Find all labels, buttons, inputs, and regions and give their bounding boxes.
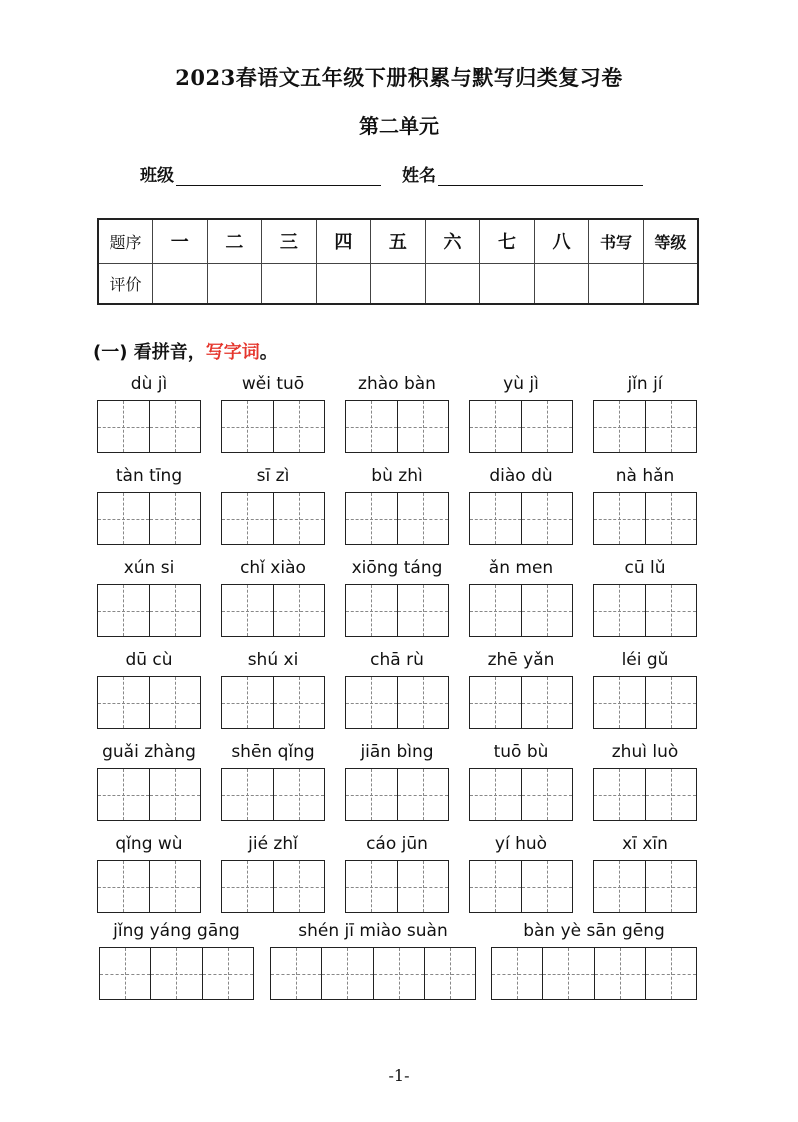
score-header-cell: 七 <box>480 219 535 263</box>
character-write-cell[interactable] <box>222 493 274 544</box>
character-write-cell[interactable] <box>151 948 202 999</box>
character-box-group <box>97 584 201 637</box>
character-write-cell[interactable] <box>543 948 594 999</box>
name-label: 姓名 <box>402 166 436 186</box>
character-write-cell[interactable] <box>398 493 449 544</box>
character-write-cell[interactable] <box>646 585 697 636</box>
character-write-cell[interactable] <box>522 769 573 820</box>
character-box-group <box>221 768 325 821</box>
character-write-cell[interactable] <box>274 769 325 820</box>
pinyin-label: yí huò <box>494 834 548 854</box>
pinyin-label: xī xīn <box>622 834 668 854</box>
score-header-cell: 八 <box>534 219 589 263</box>
character-write-cell[interactable] <box>274 677 325 728</box>
class-blank-line[interactable] <box>176 165 381 186</box>
character-write-cell[interactable] <box>150 585 201 636</box>
character-write-cell[interactable] <box>271 948 322 999</box>
character-write-cell[interactable] <box>150 401 201 452</box>
character-write-cell[interactable] <box>522 401 573 452</box>
score-table <box>97 218 699 305</box>
pinyin-label: tuō bù <box>493 742 549 762</box>
character-write-cell[interactable] <box>346 585 398 636</box>
pinyin-label: yù jì <box>503 374 539 394</box>
pinyin-label: ǎn men <box>488 558 554 578</box>
score-header-cell: 题序 <box>98 219 153 263</box>
character-write-cell[interactable] <box>646 769 697 820</box>
character-box-group <box>345 584 449 637</box>
character-write-cell[interactable] <box>100 948 151 999</box>
pinyin-label: zhào bàn <box>358 374 436 394</box>
character-box-group <box>469 676 573 729</box>
character-box-group <box>97 860 201 913</box>
character-box-group <box>99 947 254 1000</box>
pinyin-label: nà hǎn <box>615 466 675 486</box>
character-write-cell[interactable] <box>346 401 398 452</box>
character-box-group <box>221 676 325 729</box>
character-write-cell[interactable] <box>222 861 274 912</box>
character-box-group <box>469 768 573 821</box>
pinyin-label: wěi tuō <box>241 374 305 394</box>
pinyin-label: shú xi <box>247 650 299 670</box>
character-write-cell[interactable] <box>98 861 150 912</box>
character-write-cell[interactable] <box>374 948 425 999</box>
pinyin-label: shén jī miào suàn <box>298 921 448 941</box>
score-header-cell: 一 <box>153 219 208 263</box>
section-suffix: 。 <box>259 342 278 363</box>
character-write-cell[interactable] <box>150 769 201 820</box>
pinyin-label: cū lǔ <box>624 558 666 578</box>
section-highlight: 写字词 <box>205 342 260 363</box>
character-box-group <box>345 400 449 453</box>
character-write-cell[interactable] <box>398 861 449 912</box>
character-write-cell[interactable] <box>398 677 449 728</box>
character-write-cell[interactable] <box>98 585 150 636</box>
character-write-cell[interactable] <box>470 769 522 820</box>
character-write-cell[interactable] <box>594 401 646 452</box>
page-number: -1- <box>388 1066 410 1085</box>
character-write-cell[interactable] <box>594 677 646 728</box>
pinyin-label: chǐ xiào <box>240 558 306 578</box>
character-box-group <box>345 860 449 913</box>
character-box-group <box>469 492 573 545</box>
score-header-cell: 四 <box>316 219 371 263</box>
pinyin-label: jié zhǐ <box>248 834 298 854</box>
score-header-row <box>98 219 698 263</box>
character-write-cell[interactable] <box>346 493 398 544</box>
character-write-cell[interactable] <box>98 401 150 452</box>
character-box-group <box>221 492 325 545</box>
character-box-group <box>469 584 573 637</box>
page-title: 2023春语文五年级下册积累与默写归类复习卷 <box>175 65 623 90</box>
character-box-group <box>593 768 697 821</box>
character-box-group <box>469 860 573 913</box>
pinyin-label: dù jì <box>130 374 168 394</box>
character-box-group <box>345 676 449 729</box>
character-write-cell[interactable] <box>98 677 150 728</box>
pinyin-label: xún si <box>123 558 175 578</box>
character-write-cell[interactable] <box>646 401 697 452</box>
character-write-cell[interactable] <box>274 861 325 912</box>
pinyin-label: cáo jūn <box>366 834 428 854</box>
pinyin-label: qǐng wù <box>115 834 183 854</box>
character-box-group <box>97 492 201 545</box>
pinyin-label: jiān bìng <box>360 742 434 762</box>
character-write-cell[interactable] <box>98 493 150 544</box>
character-write-cell[interactable] <box>222 585 274 636</box>
character-box-group <box>491 947 697 1000</box>
character-write-cell[interactable] <box>222 769 274 820</box>
character-write-cell[interactable] <box>203 948 253 999</box>
character-box-group <box>593 492 697 545</box>
character-write-cell[interactable] <box>398 401 449 452</box>
character-box-group <box>97 676 201 729</box>
score-header-cell: 五 <box>371 219 426 263</box>
class-label: 班级 <box>140 166 174 186</box>
character-box-group <box>270 947 476 1000</box>
score-header-cell: 二 <box>207 219 262 263</box>
character-write-cell[interactable] <box>222 677 274 728</box>
pinyin-label: diào dù <box>489 466 553 486</box>
character-write-cell[interactable] <box>150 861 201 912</box>
class-field <box>140 160 381 186</box>
pinyin-label: zhuì luò <box>611 742 679 762</box>
character-box-group <box>221 400 325 453</box>
character-write-cell[interactable] <box>470 493 522 544</box>
character-write-cell[interactable] <box>522 585 573 636</box>
character-box-group <box>469 400 573 453</box>
pinyin-label: chā rù <box>370 650 424 670</box>
character-write-cell[interactable] <box>322 948 373 999</box>
score-eval-cell[interactable] <box>371 263 426 304</box>
character-box-group <box>97 400 201 453</box>
character-write-cell[interactable] <box>646 677 697 728</box>
score-header-cell: 等级 <box>643 219 698 263</box>
score-eval-cell[interactable] <box>425 263 480 304</box>
character-write-cell[interactable] <box>594 493 646 544</box>
character-write-cell[interactable] <box>470 677 522 728</box>
pinyin-label: jǐn jí <box>627 374 663 394</box>
score-eval-label: 评价 <box>98 263 153 304</box>
pinyin-label: dū cù <box>125 650 173 670</box>
character-write-cell[interactable] <box>594 861 646 912</box>
pinyin-label: tàn tīng <box>115 466 183 486</box>
character-write-cell[interactable] <box>594 769 646 820</box>
score-eval-row <box>98 263 698 304</box>
character-box-group <box>221 584 325 637</box>
character-write-cell[interactable] <box>522 493 573 544</box>
pinyin-label: zhē yǎn <box>487 650 555 670</box>
score-header-cell: 六 <box>425 219 480 263</box>
pinyin-label: sī zì <box>256 466 290 486</box>
character-write-cell[interactable] <box>150 493 201 544</box>
unit-subtitle: 第二单元 <box>359 114 439 138</box>
score-eval-cell[interactable] <box>480 263 535 304</box>
section-heading <box>93 338 278 364</box>
character-write-cell[interactable] <box>594 585 646 636</box>
character-box-group <box>97 768 201 821</box>
character-box-group <box>221 860 325 913</box>
character-write-cell[interactable] <box>150 677 201 728</box>
section-prefix: (一) 看拼音， <box>93 342 206 363</box>
character-write-cell[interactable] <box>595 948 646 999</box>
character-box-group <box>593 584 697 637</box>
score-eval-cell[interactable] <box>207 263 262 304</box>
character-write-cell[interactable] <box>646 948 696 999</box>
pinyin-label: bù zhì <box>371 466 423 486</box>
character-box-group <box>593 400 697 453</box>
character-write-cell[interactable] <box>98 769 150 820</box>
character-write-cell[interactable] <box>470 861 522 912</box>
character-write-cell[interactable] <box>274 493 325 544</box>
score-eval-cell[interactable] <box>643 263 698 304</box>
pinyin-label: léi gǔ <box>621 650 669 670</box>
character-write-cell[interactable] <box>398 585 449 636</box>
pinyin-label: guǎi zhàng <box>102 742 196 762</box>
character-write-cell[interactable] <box>398 769 449 820</box>
character-box-group <box>593 676 697 729</box>
pinyin-label: shēn qǐng <box>231 742 315 762</box>
character-write-cell[interactable] <box>646 493 697 544</box>
pinyin-label: bàn yè sān gēng <box>523 921 665 941</box>
character-write-cell[interactable] <box>646 861 697 912</box>
character-write-cell[interactable] <box>492 948 543 999</box>
character-box-group <box>345 768 449 821</box>
character-write-cell[interactable] <box>274 401 325 452</box>
score-eval-cell[interactable] <box>153 263 208 304</box>
character-write-cell[interactable] <box>274 585 325 636</box>
character-write-cell[interactable] <box>346 861 398 912</box>
character-write-cell[interactable] <box>346 769 398 820</box>
character-write-cell[interactable] <box>346 677 398 728</box>
character-write-cell[interactable] <box>425 948 475 999</box>
character-write-cell[interactable] <box>522 861 573 912</box>
character-write-cell[interactable] <box>470 401 522 452</box>
score-eval-cell[interactable] <box>262 263 317 304</box>
character-write-cell[interactable] <box>222 401 274 452</box>
character-box-group <box>593 860 697 913</box>
name-field <box>402 160 643 186</box>
score-eval-cell[interactable] <box>589 263 644 304</box>
pinyin-label: jǐng yáng gāng <box>113 921 240 941</box>
character-write-cell[interactable] <box>470 585 522 636</box>
score-header-cell: 书写 <box>589 219 644 263</box>
score-eval-cell[interactable] <box>534 263 589 304</box>
score-header-cell: 三 <box>262 219 317 263</box>
character-box-group <box>345 492 449 545</box>
name-blank-line[interactable] <box>438 165 643 186</box>
score-eval-cell[interactable] <box>316 263 371 304</box>
character-write-cell[interactable] <box>522 677 573 728</box>
pinyin-label: xiōng táng <box>351 558 443 578</box>
